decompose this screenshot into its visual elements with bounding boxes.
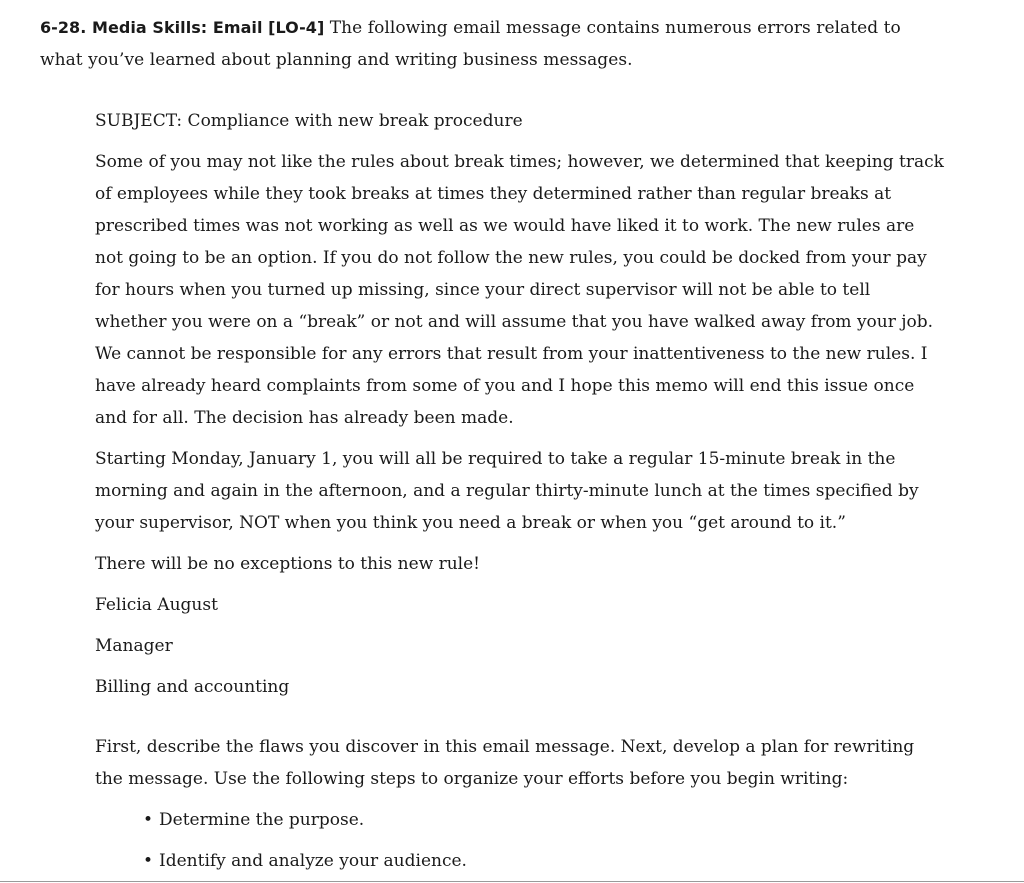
exercise-intro [40, 12, 945, 76]
email-subject: SUBJECT: Compliance with new break procedure [95, 111, 523, 131]
list-item [143, 804, 945, 836]
instructions-text: First, describe the flaws you discover in this email message. Next, develop a plan for rewriting the message. Use the following steps to organize your efforts before you begin writing: [95, 737, 915, 789]
email-message [95, 105, 945, 712]
exercise-label: 6-28. Media Skills: Email [LO-4] [40, 18, 325, 37]
step-text: Determine the purpose. [159, 810, 365, 830]
signature-department: Billing and accounting [95, 677, 290, 697]
list-item [143, 845, 945, 877]
email-paragraph-3: There will be no exceptions to this new rule! [95, 554, 481, 574]
email-paragraph-1: Some of you may not like the rules about break times; however, we determined that keeping track of employees while they took breaks at times they determined rather than regular breaks at prescribed times was not working as well as we would have liked it to work. The new rules are not going to be an option. If you do not follow the new rules, you could be docked from your pay for hours when you turned up missing, since your direct supervisor will not be able to tell whether you were on a “break” or not and will assume that you have walked away from your job. We cannot be responsible for any errors that result from your inattentiveness to the new rules. I have already heard complaints from some of you and I hope this memo will end this issue once and for all. The decision has already been made. [95, 152, 944, 428]
signature-name: Felicia August [95, 595, 218, 615]
exercise-instructions [95, 731, 945, 883]
step-text: Identify and analyze your audience. [159, 851, 467, 871]
email-paragraph-2: Starting Monday, January 1, you will all be required to take a regular 15-minute break in the morning and again in the afternoon, and a regular thirty-minute lunch at the times specified by your supervisor, NOT when you think you need a break or when you “get around to it.” [95, 449, 919, 533]
bullet-icon: • [143, 851, 154, 871]
steps-list [95, 804, 945, 877]
page-divider [0, 881, 1024, 882]
bullet-icon: • [143, 810, 154, 830]
signature-title: Manager [95, 636, 173, 656]
exercise-intro-text: The following email message contains numerous errors related to what you’ve learned about planning and writing business messages. [40, 18, 901, 70]
